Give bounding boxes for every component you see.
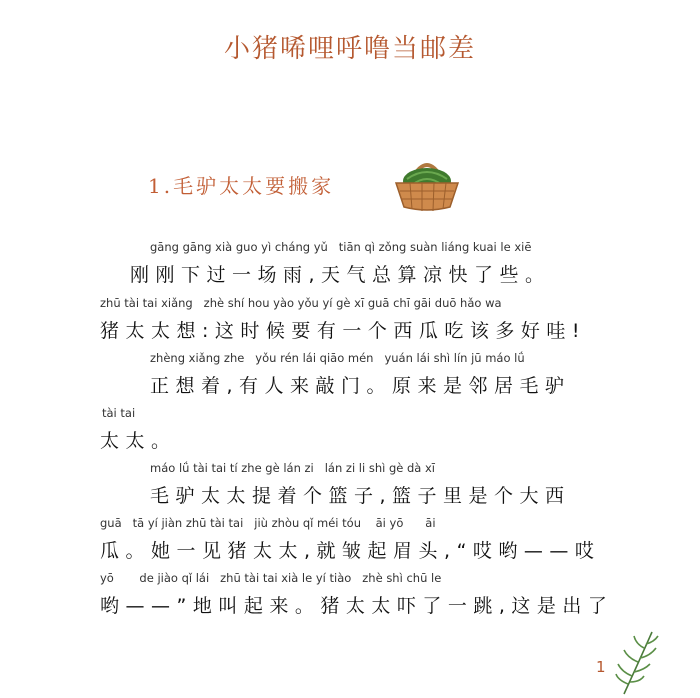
pinyin-line: zhèng xiǎng zhe yǒu rén lái qiāo mén yuán lái shì lín jū máo lǘ	[150, 351, 525, 365]
pinyin-line: yō de jiào qǐ lái zhū tài tai xià le yí tiào zhè shì chū le	[100, 571, 442, 585]
page-number: 1	[596, 658, 606, 676]
chinese-text-line: 猪太太想:这时候要有一个西瓜吃该多好哇!	[100, 320, 587, 342]
chinese-text-line: 刚刚下过一场雨,天气总算凉快了些。	[130, 264, 551, 286]
chinese-text-line: 正想着,有人来敲门。原来是邻居毛驴	[150, 375, 571, 397]
book-title: 小猪唏哩呼噜当邮差	[223, 34, 476, 64]
pinyin-line: gāng gāng xià guo yì cháng yǔ tiān qì zǒng suàn liáng kuai le xiē	[150, 240, 532, 254]
pinyin-line: tài tai	[102, 406, 136, 420]
watermelon-basket-icon	[390, 153, 464, 213]
plant-sprig-icon	[614, 628, 662, 696]
chapter-title: 1.毛驴太太要搬家	[148, 174, 335, 198]
pinyin-line: máo lǘ tài tai tí zhe gè lán zi lán zi li shì gè dà xī	[150, 461, 436, 475]
pinyin-line: guā tā yí jiàn zhū tài tai jiù zhòu qǐ méi tóu āi yō āi	[100, 516, 436, 530]
chinese-text-line: 瓜。她一见猪太太,就皱起眉头,“哎哟——哎	[100, 540, 601, 562]
chinese-text-line: 毛驴太太提着个篮子,篮子里是个大西	[150, 485, 571, 507]
pinyin-line: zhū tài tai xiǎng zhè shí hou yào yǒu yí gè xī guā chī gāi duō hǎo wa	[100, 296, 502, 310]
chinese-text-line: 哟——”地叫起来。猪太太吓了一跳,这是出了	[100, 595, 614, 617]
chinese-text-line: 太太。	[100, 430, 177, 452]
